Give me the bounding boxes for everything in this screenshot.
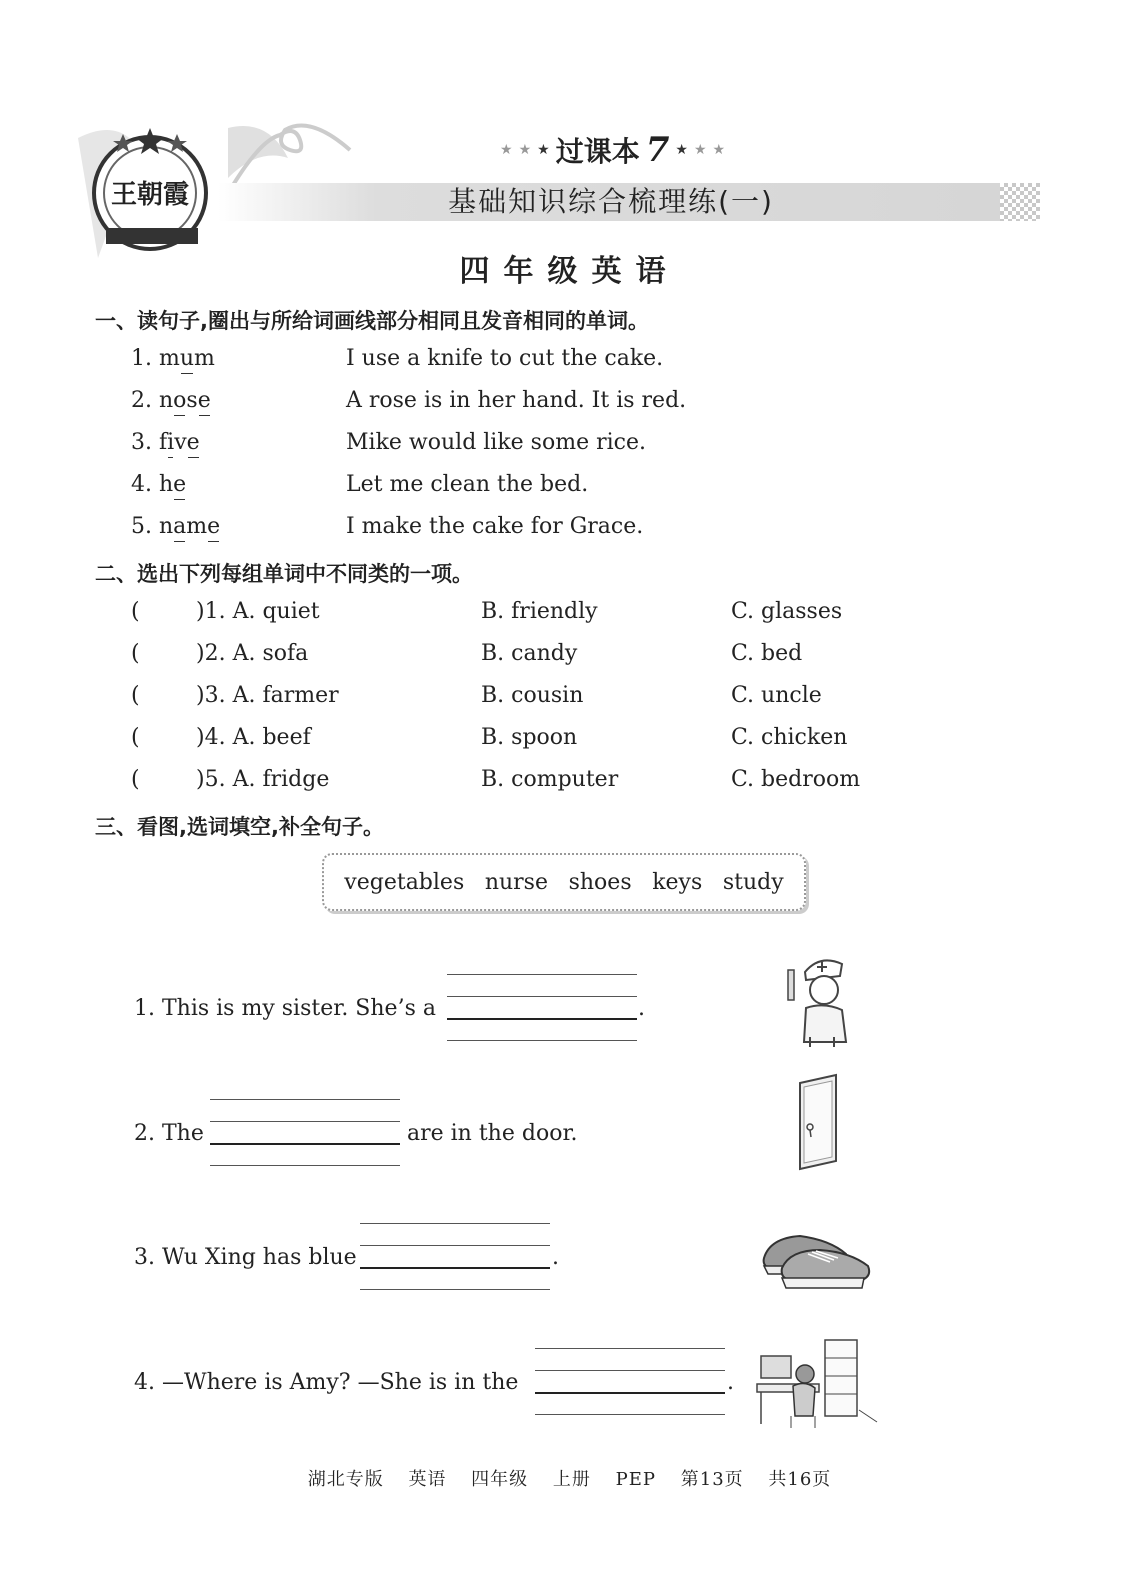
choice-b <box>481 767 618 792</box>
choice-c <box>731 641 802 666</box>
phonics-word <box>131 388 211 413</box>
fill-sentence-2-after: are in the door. <box>407 1121 578 1146</box>
star-icon: ★ <box>693 142 707 158</box>
fill-sentence-3-before: 3. Wu Xing has blue <box>134 1245 357 1270</box>
option-b: B. candy <box>481 641 578 666</box>
underlined-letter: i <box>167 430 175 455</box>
answer-lines-4[interactable] <box>535 1348 725 1414</box>
item-number: 1. <box>131 346 152 371</box>
choice-c <box>731 767 860 792</box>
answer-paren-open[interactable]: ( <box>131 683 140 708</box>
choice-b <box>481 599 598 624</box>
phonics-sentence[interactable]: I make the cake for Grace. <box>346 514 644 539</box>
choice-b <box>481 641 577 666</box>
phonics-sentence[interactable]: I use a knife to cut the cake. <box>346 346 664 371</box>
underlined-letter: u <box>179 346 195 371</box>
star-icon: ★ <box>518 142 532 158</box>
option-b: B. friendly <box>481 599 598 624</box>
item-number: 4. <box>204 725 226 750</box>
item-number: 2. <box>204 641 226 666</box>
underlined-letter: a <box>173 514 187 539</box>
answer-lines-2[interactable] <box>210 1099 400 1165</box>
underlined-letter: e <box>197 388 211 413</box>
footer-publisher: PEP <box>615 1469 657 1490</box>
choice-b <box>481 725 577 750</box>
option-a: A. beef <box>232 725 311 750</box>
fill-sentence-2-before: 2. The <box>134 1121 204 1146</box>
word-bank-item: shoes <box>568 869 632 895</box>
answer-paren-open[interactable]: ( <box>131 725 140 750</box>
item-number: 2. <box>131 388 152 413</box>
option-a: A. sofa <box>232 641 309 666</box>
brand-logo-text: 王朝霞 <box>110 180 190 210</box>
series-label <box>500 130 750 170</box>
phonics-sentence[interactable]: Let me clean the bed. <box>346 472 589 497</box>
phonics-sentence[interactable]: A rose is in her hand. It is red. <box>346 388 687 413</box>
page-footer <box>0 1465 1139 1491</box>
underlined-letter: o <box>173 388 187 413</box>
item-number: 4. <box>131 472 152 497</box>
word-part: m <box>194 346 215 371</box>
option-b: B. spoon <box>481 725 578 750</box>
choice-a: )2. A. sofa <box>196 641 309 666</box>
phonics-word <box>131 472 186 497</box>
answer-paren-open[interactable]: ( <box>131 641 140 666</box>
choice-a: )5. A. fridge <box>196 767 330 792</box>
phonics-word <box>131 514 220 539</box>
answer-paren-open[interactable]: ( <box>131 767 140 792</box>
choice-a: )3. A. farmer <box>196 683 339 708</box>
option-c: C. chicken <box>731 725 848 750</box>
fill-sentence-1-before: 1. This is my sister. She’s a <box>134 996 436 1021</box>
underlined-letter: e <box>186 430 200 455</box>
word-bank-item: vegetables <box>344 869 465 895</box>
star-icon: ★ <box>712 142 726 158</box>
choice-b <box>481 683 583 708</box>
study-room-icon <box>755 1336 880 1431</box>
word-part: h <box>159 472 174 497</box>
word-bank <box>322 853 806 911</box>
banner-title: 基础知识综合梳理练(一) <box>448 185 774 218</box>
item-number: 1. <box>204 599 226 624</box>
choice-c <box>731 599 842 624</box>
star-icon: ★ <box>500 142 513 158</box>
option-b: B. cousin <box>481 683 584 708</box>
footer-edition: 湖北专版 <box>307 1469 384 1490</box>
fill-sentence-4-before: 4. —Where is Amy? —She is in the <box>134 1370 519 1395</box>
word-part: f <box>159 430 168 455</box>
fill-sentence-1-after: . <box>638 996 645 1021</box>
word-part: v <box>174 430 187 455</box>
banner-pattern <box>1000 183 1040 221</box>
footer-total: 共16页 <box>768 1469 832 1490</box>
series-text: 过课本 <box>555 135 640 168</box>
answer-lines-1[interactable] <box>447 974 637 1040</box>
footer-page: 第13页 <box>680 1469 744 1490</box>
answer-paren-open[interactable]: ( <box>131 599 140 624</box>
item-number: 5. <box>204 767 226 792</box>
underlined-letter: e <box>173 472 187 497</box>
option-a: A. fridge <box>232 767 330 792</box>
section3-heading: 三、看图,选词填空,补全句子。 <box>95 815 384 839</box>
subject-title: 四年级英语 <box>459 254 680 289</box>
series-number: 7 <box>645 130 670 170</box>
star-icon: ★ <box>675 142 688 158</box>
nurse-icon <box>780 952 860 1052</box>
word-bank-item: nurse <box>484 869 548 895</box>
phonics-word <box>131 430 200 455</box>
word-part: m <box>159 346 180 371</box>
option-b: B. computer <box>481 767 619 792</box>
phonics-sentence[interactable]: Mike would like some rice. <box>346 430 646 455</box>
word-part: m <box>186 514 208 539</box>
footer-volume: 上册 <box>552 1469 591 1490</box>
section1-heading: 一、读句子,圈出与所给词画线部分相同且发音相同的单词。 <box>95 309 649 333</box>
fill-sentence-4-after: . <box>727 1370 734 1395</box>
option-a: A. farmer <box>232 683 339 708</box>
choice-c <box>731 725 847 750</box>
choice-c <box>731 683 822 708</box>
choice-a: )1. A. quiet <box>196 599 320 624</box>
section2-heading: 二、选出下列每组单词中不同类的一项。 <box>95 562 473 586</box>
option-c: C. bed <box>731 641 803 666</box>
option-a: A. quiet <box>232 599 320 624</box>
option-c: C. bedroom <box>731 767 861 792</box>
option-c: C. glasses <box>731 599 843 624</box>
word-bank-item: keys <box>652 869 703 895</box>
star-icon: ★ <box>537 142 550 158</box>
item-number: 3. <box>204 683 226 708</box>
footer-grade: 四年级 <box>471 1469 529 1490</box>
item-number: 3. <box>131 430 152 455</box>
choice-a: )4. A. beef <box>196 725 311 750</box>
answer-lines-3[interactable] <box>360 1223 550 1289</box>
fill-sentence-3-after: . <box>552 1245 559 1270</box>
item-number: 5. <box>131 514 152 539</box>
phonics-word <box>131 346 215 371</box>
footer-subject: 英语 <box>408 1469 447 1490</box>
word-bank-item: study <box>722 869 784 895</box>
underlined-letter: e <box>207 514 221 539</box>
door-keys-icon <box>790 1073 846 1173</box>
word-part: n <box>159 388 174 413</box>
word-part: n <box>159 514 174 539</box>
option-c: C. uncle <box>731 683 822 708</box>
word-part: s <box>186 388 198 413</box>
shoes-icon <box>760 1218 875 1293</box>
